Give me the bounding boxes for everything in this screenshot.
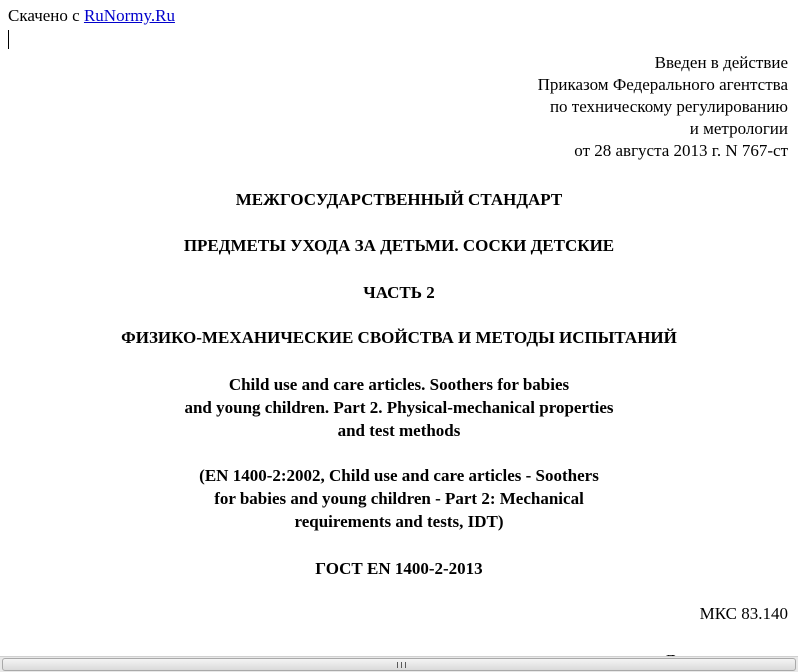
gost-designation [0, 557, 798, 580]
english-title [0, 373, 798, 442]
gost-designation-text: ГОСТ EN 1400-2-2013 [315, 559, 483, 578]
document-title-text: ПРЕДМЕТЫ УХОДА ЗА ДЕТЬМИ. СОСКИ ДЕТСКИЕ [183, 236, 615, 255]
en-reference-line: for babies and young children - Part 2: Mechanical [214, 489, 584, 508]
part-heading [0, 281, 798, 304]
approval-line: по техническому регулированию [549, 97, 788, 116]
en-reference-line: requirements and tests, IDT) [294, 512, 504, 531]
approval-line: Введен в действие [654, 53, 788, 72]
document-title [0, 234, 798, 257]
text-caret [8, 30, 9, 49]
scrollbar-grip-icon [397, 662, 406, 668]
subtitle-heading [0, 326, 798, 349]
en-reference [0, 464, 798, 533]
standard-type-text: МЕЖГОСУДАРСТВЕННЫЙ СТАНДАРТ [235, 190, 563, 209]
subtitle-text: ФИЗИКО-МЕХАНИЧЕСКИЕ СВОЙСТВА И МЕТОДЫ ИСПЫТАНИЙ [121, 328, 677, 347]
source-line [8, 6, 175, 26]
en-reference-line: (EN 1400-2:2002, Child use and care articles - Soothers [199, 466, 599, 485]
source-prefix: Скачено с [8, 6, 84, 25]
approval-line: от 28 августа 2013 г. N 767-ст [574, 141, 788, 160]
english-title-line: and test methods [337, 421, 461, 440]
standard-type-heading [0, 188, 798, 211]
horizontal-scrollbar[interactable] [0, 656, 798, 672]
runormy-link[interactable]: RuNormy.Ru [83, 6, 175, 25]
approval-line: и метрологии [689, 119, 788, 138]
approval-block [538, 52, 788, 162]
approval-line: Приказом Федерального агентства [537, 75, 788, 94]
part-text: ЧАСТЬ 2 [363, 283, 435, 302]
mks-classification: МКС 83.140 [699, 604, 788, 623]
english-title-line: Child use and care articles. Soothers for babies [228, 375, 570, 394]
scrollbar-thumb[interactable] [2, 658, 796, 671]
english-title-line: and young children. Part 2. Physical-mechanical properties [184, 398, 614, 417]
